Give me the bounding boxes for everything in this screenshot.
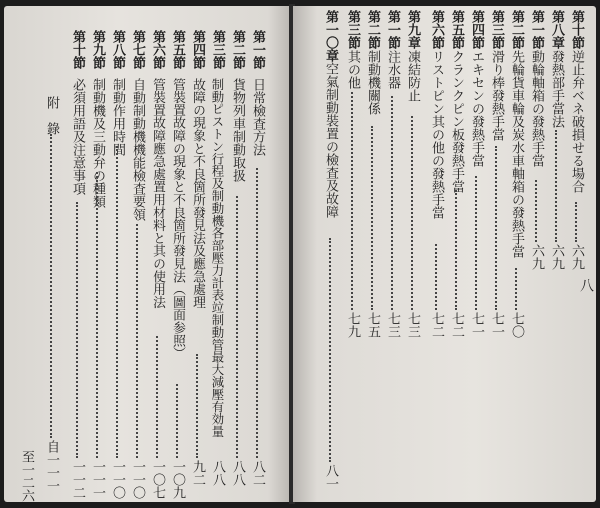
toc-entry-title: 制動機關係 [365,50,380,115]
toc-entry-title: 動輪軸箱の發熱手當 [529,50,544,167]
toc-entry-title: 其の他 [345,50,360,89]
toc-entry [107,6,127,502]
toc-entry-label: 第四節 [190,30,205,69]
toc-entry-page: 一一一 [90,460,105,499]
toc-entry-label: 第八節 [110,30,125,69]
toc-entry [167,6,187,502]
toc-entry-label: 第一節 [529,10,544,49]
toc-entry-page: 七二 [449,312,464,338]
toc-entry-page: 七〇 [509,312,524,338]
toc-entry [426,6,446,502]
toc-entry [87,6,107,502]
toc-entry-page: 八八 [230,460,245,486]
toc-entry [382,6,402,502]
dot-leader [156,336,158,458]
dot-leader [176,384,178,458]
toc-entry-page: 八八 [210,460,225,486]
toc-entry-label: 第三節 [489,10,504,49]
toc-entry-title: 故障の現象と不良箇所發見法及應急處理 [190,78,205,309]
toc-entry-label: 第十節 [569,10,584,49]
dot-leader [575,202,577,242]
dot-leader [329,238,331,462]
toc-entry [147,6,167,502]
dot-leader [475,176,477,310]
toc-entry-title: 制動機及三動弁の種類 [90,78,105,208]
toc-entry [127,6,147,502]
dot-leader [555,130,557,242]
toc-entry [247,6,267,502]
toc-entry-title: 自動制動機機能檢査要領 [130,78,145,221]
toc-entry [446,6,466,502]
toc-entry-page: 七一 [489,312,504,338]
toc-entry-title: 附 錄 [44,96,59,135]
toc-entry [402,6,422,502]
toc-entry [566,6,586,502]
toc-entry-title: エキセンの發熱手當 [469,50,484,167]
dot-leader [435,244,437,310]
toc-entry-label: 第二節 [365,10,380,49]
toc-entry-label: 第一節 [385,10,400,49]
toc-entry-title: 制動ピストン行程及制動機各部壓力計表竝制動管最大減壓有効量 [210,78,225,438]
toc-entry [466,6,486,502]
toc-entry-page: 七二 [429,312,444,338]
dot-leader [50,134,52,438]
toc-entry-page: 六九 [569,244,584,270]
toc-entry-page: 七一 [469,312,484,338]
toc-entry-title: 注水器 [385,50,400,89]
left-page [4,6,291,502]
toc-entry-label: 第三節 [345,10,360,49]
toc-entry-label: 第二節 [230,30,245,69]
toc-entry [207,6,227,502]
toc-entry-label: 第六節 [429,10,444,49]
toc-entry [526,6,546,502]
toc-entry-page: 七三 [405,312,420,338]
toc-entry-page: 六九 [529,244,544,270]
dot-leader [236,196,238,458]
dot-leader [515,268,517,310]
appendix-page-range-end: 至一二六 [19,450,34,502]
toc-entry-page: 一一〇 [110,460,125,499]
toc-entry [187,6,207,502]
toc-entry-label: 第五節 [170,30,185,69]
toc-entry-label: 第八章 [549,10,564,49]
toc-entry-title: リストピン其の他の發熱手當 [429,50,444,219]
toc-entry [486,6,506,502]
toc-entry [546,6,566,502]
toc-entry-title: 日常檢査方法 [250,78,265,156]
toc-entry-title: 凍結防止 [405,50,420,102]
toc-entry-page: 一〇七 [150,460,165,499]
toc-entry-label: 第三節 [210,30,225,69]
toc-entry-title: 空氣制動裝置の檢査及故障 [323,62,338,218]
toc-entry-title: 逆止弁ベネ破損せる場合 [569,50,584,193]
dot-leader [256,168,258,458]
toc-entry-title: 先輪貨車輪及炭水車軸箱の發熱手當 [509,50,524,258]
toc-entry-label: 第二節 [509,10,524,49]
toc-entry [320,6,340,502]
toc-entry-page: 九二 [190,460,205,486]
toc-entry-page: 自一一一 [44,440,59,492]
toc-entry-label: 第九節 [90,30,105,69]
dot-leader [455,190,457,310]
toc-entry-title: 滑り棒發熱手當 [489,50,504,141]
toc-entry-page: 七九 [345,312,360,338]
running-head: 八 [578,278,594,292]
toc-entry-page: 一一二 [70,460,85,499]
toc-entry-label: 第四節 [469,10,484,49]
toc-entry-title: 必須用語及注意事項 [70,78,85,195]
toc-entry-title: 管裝置故障の現象と不良箇所發見法（圖面参照） [170,78,185,360]
toc-entry [41,6,61,502]
toc-entry-title: 管裝置故障應急處置用材料と其の使用法 [150,78,165,309]
dot-leader [76,202,78,458]
toc-entry-title: 貨物列車制動取扱 [230,78,245,182]
toc-entry-label: 第一〇章 [323,10,338,62]
toc-entry-label: 第五節 [449,10,464,49]
toc-entry-page: 七三 [385,312,400,338]
right-page [293,6,596,502]
dot-leader [535,180,537,242]
toc-entry [342,6,362,502]
toc-entry [227,6,247,502]
toc-entry-page: 一一〇 [130,460,145,499]
toc-entry-label: 第一節 [250,30,265,69]
toc-entry [506,6,526,502]
toc-entry-label: 第六節 [150,30,165,69]
dot-leader [411,116,413,310]
dot-leader [371,126,373,310]
toc-entry [67,6,87,502]
toc-entry-page: 一〇九 [170,460,185,499]
toc-entry-label: 第七節 [130,30,145,69]
dot-leader [136,224,138,458]
toc-entry-page: 八一 [323,464,338,490]
toc-entry-page: 七五 [365,312,380,338]
dot-leader [96,172,98,458]
toc-entry-title: クランクピン板發熱手當 [449,50,464,193]
dot-leader [495,146,497,310]
toc-entry-title: 制動作用時間 [110,78,125,156]
dot-leader [351,92,353,310]
dot-leader [196,354,198,458]
toc-entry-page: 八二 [250,460,265,486]
toc-entry-page: 六九 [549,244,564,270]
toc-entry-title: 發熱部手當法 [549,50,564,128]
dot-leader [391,96,393,310]
toc-entry [362,6,382,502]
toc-entry-label: 第九章 [405,10,420,49]
toc-entry-label: 第十節 [70,30,85,69]
dot-leader [116,146,118,458]
